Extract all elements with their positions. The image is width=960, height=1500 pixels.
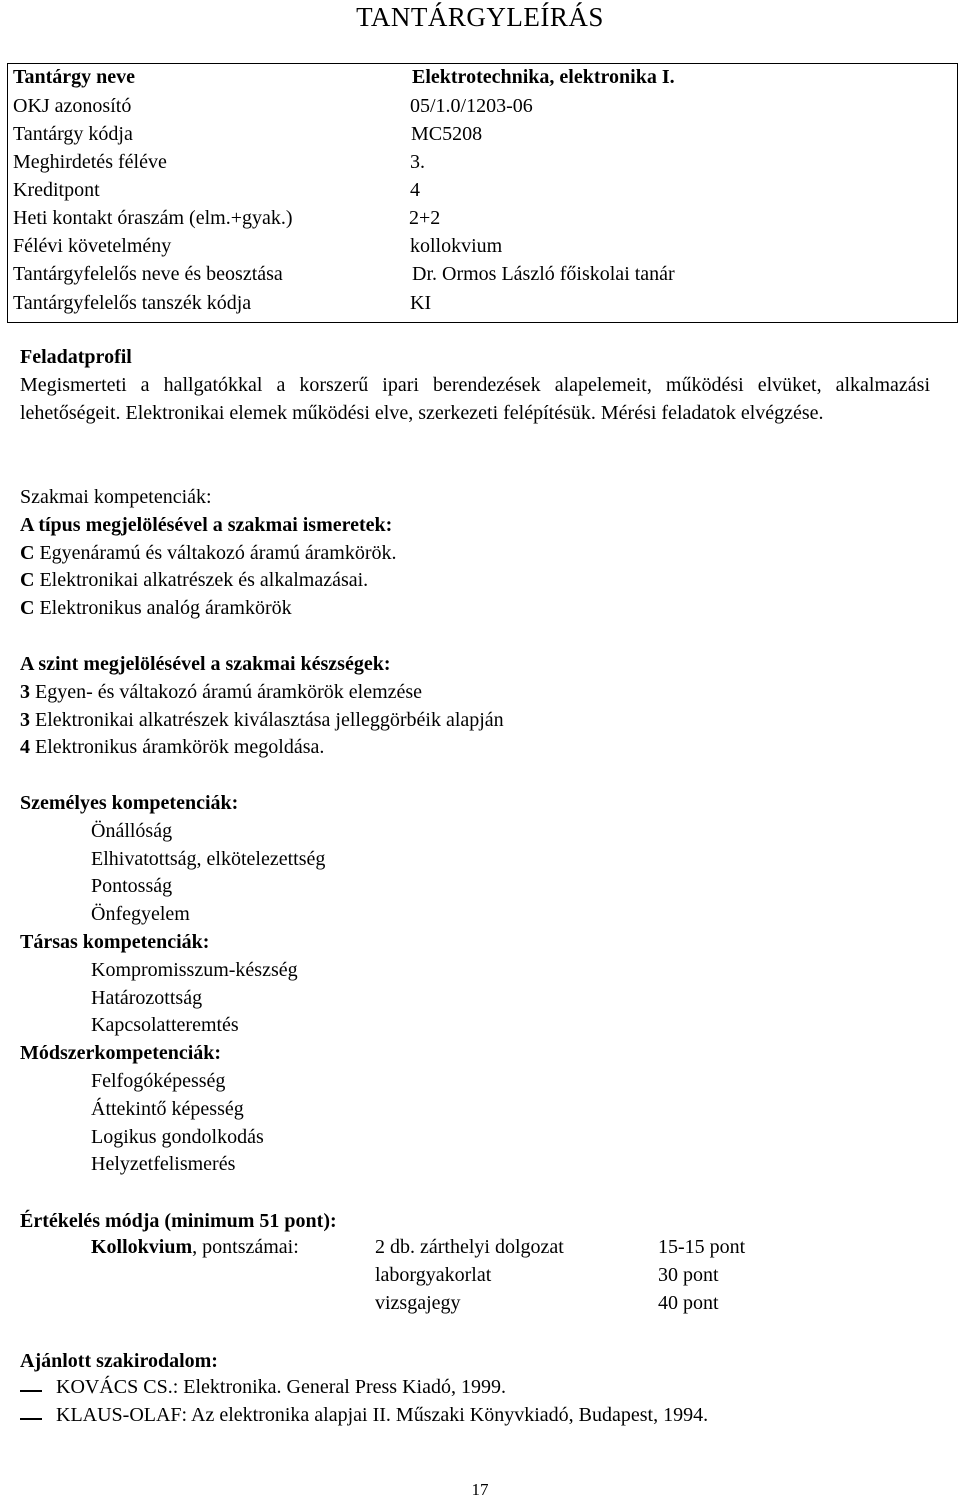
list-item: Önállóság <box>91 819 173 842</box>
item-text: Elektronikai alkatrészek kiválasztása jelleggörbéik alapján <box>30 708 504 731</box>
level-code: 3 <box>20 680 30 703</box>
row-value: KI <box>410 292 432 314</box>
row-value: 3. <box>410 151 425 173</box>
page-title: TANTÁRGYLEÍRÁS <box>356 2 604 32</box>
row-value: Dr. Ormos László főiskolai tanár <box>412 263 675 285</box>
table-row <box>8 66 957 94</box>
row-value: MC5208 <box>411 123 483 145</box>
keszsegek-section <box>20 651 930 762</box>
list-item: Áttekintő képesség <box>91 1097 244 1120</box>
row-label: Tantárgyfelelős neve és beosztása <box>13 263 283 285</box>
keszsegek-heading: A szint megjelölésével a szakmai készségek: <box>20 653 391 675</box>
table-row <box>8 123 957 151</box>
modszer-heading: Módszerkompetenciák: <box>20 1042 222 1065</box>
table-row <box>8 95 957 123</box>
row-label: Heti kontakt óraszám (elm.+gyak.) <box>13 207 293 229</box>
eval-row <box>91 1264 851 1292</box>
eval-points: 15-15 pont <box>658 1236 746 1258</box>
feladatprofil-section <box>20 344 930 427</box>
eval-item: 2 db. zárthelyi dolgozat <box>375 1236 564 1258</box>
row-label: Meghirdetés féléve <box>13 151 167 173</box>
list-item <box>20 707 930 735</box>
competences-section <box>20 790 930 1179</box>
reference-text: KLAUS-OLAF: Az elektronika alapjai II. Műszaki Könyvkiadó, Budapest, 1994. <box>56 1404 709 1426</box>
irodalom-section <box>20 1348 930 1376</box>
row-value: 4 <box>410 179 420 201</box>
eval-item: vizsgajegy <box>375 1292 461 1314</box>
eval-row <box>91 1236 851 1264</box>
row-label: OKJ azonosító <box>13 95 132 117</box>
row-value: kollokvium <box>410 235 503 257</box>
dash-bullet-icon <box>20 1418 42 1420</box>
eval-points: 40 pont <box>658 1292 719 1314</box>
ertekeles-heading: Értékelés módja (minimum 51 pont): <box>20 1210 337 1232</box>
list-item: Határozottság <box>91 986 203 1009</box>
list-item: Kapcsolatteremtés <box>91 1014 239 1037</box>
list-item: Helyzetfelismerés <box>91 1153 236 1176</box>
level-code: C <box>20 597 35 620</box>
list-item: Logikus gondolkodás <box>91 1125 264 1148</box>
row-label: Tantárgy kódja <box>13 123 133 145</box>
list-item <box>20 567 930 595</box>
table-row <box>8 235 957 263</box>
irodalom-heading: Ajánlott szakirodalom: <box>20 1350 218 1372</box>
szemelyes-heading: Személyes kompetenciák: <box>20 792 239 814</box>
table-row <box>8 292 957 320</box>
level-code: C <box>20 541 35 564</box>
item-text: Elektronikai alkatrészek és alkalmazásai. <box>34 569 369 592</box>
ertekeles-section <box>20 1208 930 1236</box>
ismeretek-heading: A típus megjelölésével a szakmai ismeretek: <box>20 513 393 536</box>
level-code: 4 <box>20 736 30 759</box>
table-row <box>8 179 957 207</box>
row-label: Kreditpont <box>13 179 100 201</box>
eval-item: laborgyakorlat <box>375 1264 492 1286</box>
list-item: Önfegyelem <box>91 903 190 926</box>
table-row <box>8 263 957 291</box>
dash-bullet-icon <box>20 1390 42 1392</box>
feladatprofil-heading: Feladatprofil <box>20 346 132 368</box>
level-code: C <box>20 569 35 592</box>
row-value: 2+2 <box>409 207 441 229</box>
row-value: Elektrotechnika, elektronika I. <box>412 66 675 88</box>
level-code: 3 <box>20 708 30 731</box>
list-item <box>20 679 930 707</box>
tarsas-heading: Társas kompetenciák: <box>20 930 210 953</box>
row-value: 05/1.0/1203-06 <box>410 95 533 117</box>
list-item: Felfogóképesség <box>91 1069 226 1092</box>
item-text: Egyen- és váltakozó áramú áramkörök elemzése <box>30 680 423 703</box>
row-label: Tantárgy neve <box>13 66 136 88</box>
szakmai-section <box>20 484 930 623</box>
feladatprofil-text: Megismerteti a hallgatókkal a korszerű ipari berendezések alapelemeit, működési elvüket, alkalmazási lehetőségeit. Elektronikai elemek működési elve, szerkezeti felépítésük. Mérési feladatok elvégzése. <box>20 373 930 424</box>
row-label: Tantárgyfelelős tanszék kódja <box>13 292 252 314</box>
table-row <box>8 151 957 179</box>
table-row <box>8 207 957 235</box>
szakmai-heading: Szakmai kompetenciák: <box>20 486 212 508</box>
list-item: Elhivatottság, elkötelezettség <box>91 847 326 870</box>
list-item: Kompromisszum-készség <box>91 958 298 981</box>
list-item <box>20 595 930 623</box>
eval-row <box>91 1292 851 1320</box>
reference-text: KOVÁCS CS.: Elektronika. General Press Kiadó, 1999. <box>56 1376 506 1398</box>
list-item <box>20 734 930 762</box>
item-text: Elektronikus analóg áramkörök <box>34 597 292 620</box>
page-number: 17 <box>471 1480 489 1499</box>
eval-kind-rest: , pontszámai: <box>192 1236 299 1258</box>
course-info-table <box>7 63 958 323</box>
list-item <box>20 540 930 568</box>
list-item: Pontosság <box>91 875 173 898</box>
eval-points: 30 pont <box>658 1264 719 1286</box>
eval-kind: Kollokvium <box>91 1236 193 1258</box>
item-text: Egyenáramú és váltakozó áramú áramkörök. <box>34 541 397 564</box>
row-label: Félévi követelmény <box>13 235 172 257</box>
item-text: Elektronikus áramkörök megoldása. <box>30 736 325 759</box>
